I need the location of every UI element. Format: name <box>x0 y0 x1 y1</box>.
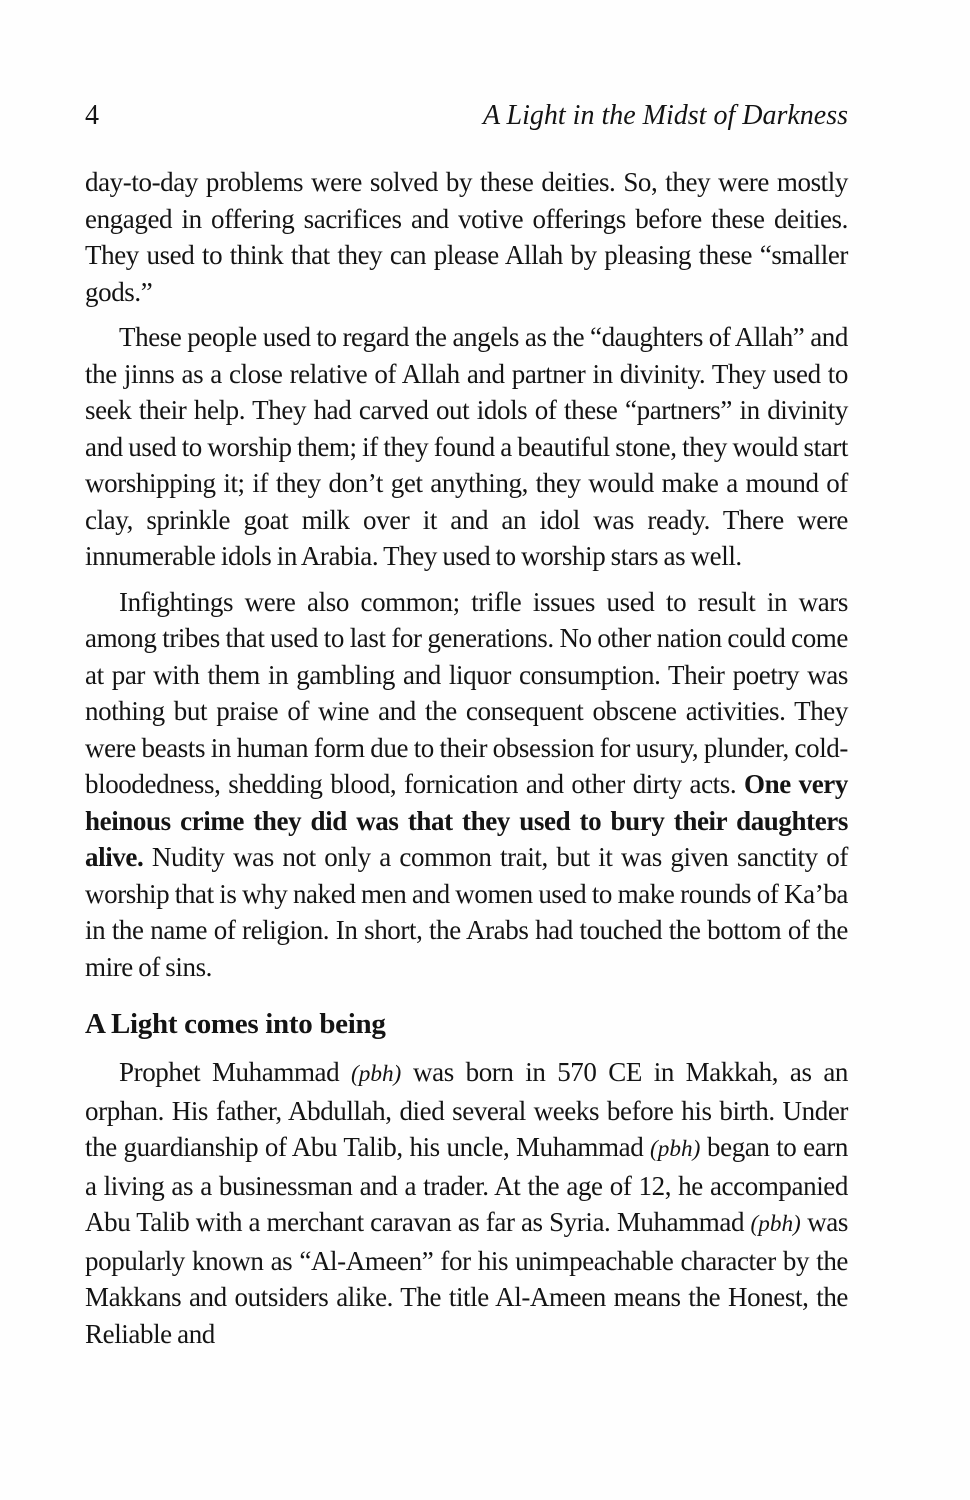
page-body <box>85 164 848 1352</box>
text-run: began to earn a living as a businessman and a trader. At the age of 12, he accompanied Abu Talib with a merchant caravan as far as Syria. Muhammad <box>85 1132 848 1237</box>
text-run: Infightings were also common; trifle issues used to result in wars among tribes that used to last for generations. No other nation could come at par with them in gambling and liquor consumption. Their poetry was nothing but praise of wine and the consequent obscene activities. They were beasts in human form due to their obsession for usury, plunder, cold-bloodedness, shedding blood, fornication and other dirty acts. <box>85 586 848 799</box>
running-header <box>85 100 848 132</box>
body-paragraph <box>85 319 848 575</box>
pbh-italic-text: (pbh) <box>351 1061 402 1087</box>
body-paragraph <box>85 164 848 310</box>
text-run: These people used to regard the angels as the “daughters of Allah” and the jinns as a close relative of Allah and partner in divinity. They used to seek their help. They had carved out idols of these “partners” in divinity and used to worship them; if they found a beautiful stone, they would start worshipping it; if they don’t get anything, they would make a mound of clay, sprinkle goat milk over it and an idol was ready. There were innumerable idols in Arabia. They used to worship stars as well. <box>85 322 848 571</box>
pbh-italic-text: (pbh) <box>650 1136 701 1162</box>
text-run: Prophet Muhammad <box>119 1057 351 1087</box>
running-title: A Light in the Midst of Darkness <box>482 100 848 131</box>
body-paragraph <box>85 584 848 986</box>
pbh-italic-text: (pbh) <box>750 1211 801 1237</box>
body-paragraph <box>85 1054 848 1352</box>
text-run: day-to-day problems were solved by these deities. So, they were mostly engaged in offering sacrifices and votive offerings before these deities. They used to think that they can please Allah by pleasing these “smaller gods.” <box>85 167 848 307</box>
text-run: Nudity was not only a common trait, but it was given sanctity of worship that is why naked men and women used to make rounds of Ka’ba in the name of religion. In short, the Arabs had touched the bottom of the mire of sins. <box>85 842 848 982</box>
text-run: was popularly known as “Al-Ameen” for his unimpeachable character by the Makkans and outsiders alike. The title Al-Ameen means the Honest, the Reliable and <box>85 1207 848 1349</box>
section-heading: A Light comes into being <box>85 1008 386 1040</box>
text-run: was born in 570 CE in Makkah, as an orphan. His father, Abdullah, died several weeks before his birth. Under the guardianship of Abu Talib, his uncle, Muhammad <box>85 1057 849 1162</box>
bold-emphasis-text: One very heinous crime they did was that they used to bury their daughters alive. <box>85 769 848 872</box>
page-number: 4 <box>85 100 99 131</box>
